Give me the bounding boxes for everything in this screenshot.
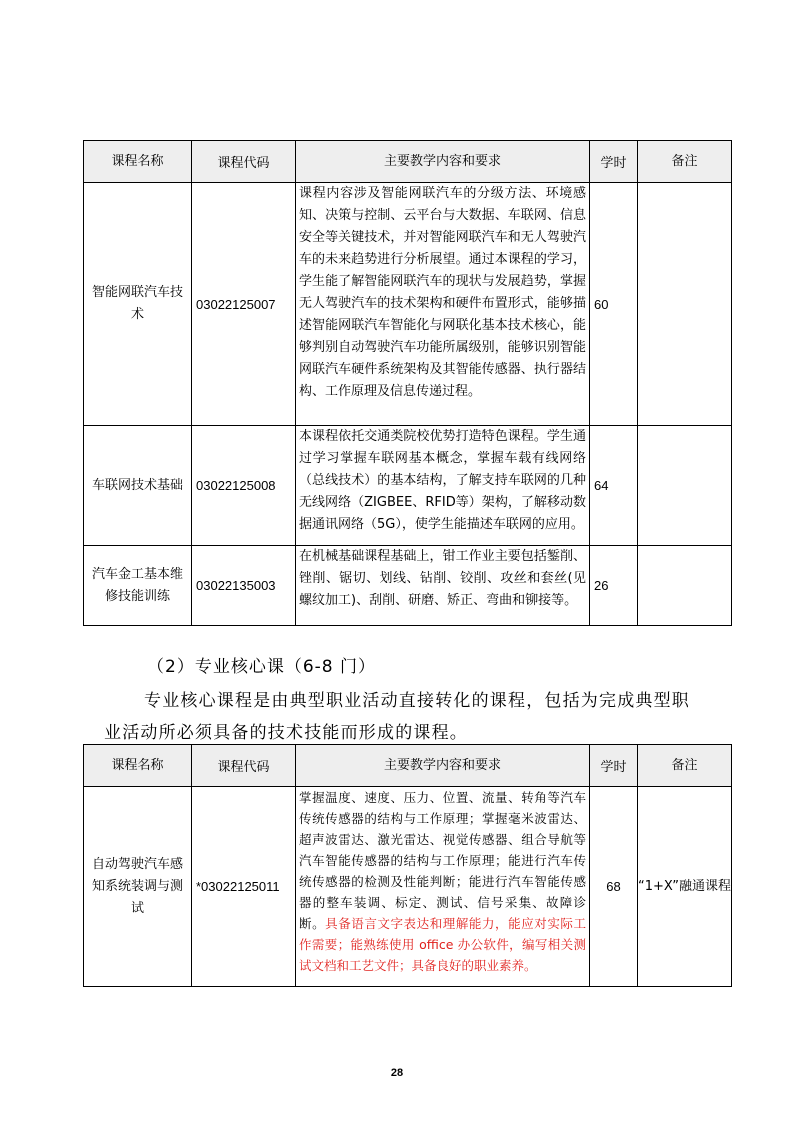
header-note: 备注	[638, 745, 732, 787]
section-paragraph-text: 专业核心课程是由典型职业活动直接转化的课程，包括为完成典型职业活动所必须具备的技术技能而形成的课程。	[104, 691, 690, 743]
header-course-name: 课程名称	[84, 141, 192, 183]
table-row	[84, 546, 732, 626]
course-content: 本课程依托交通类院校优势打造特色课程。学生通过学习掌握车联网基本概念，掌握车载有线网络（总线技术）的基本结构，了解支持车联网的几种无线网络（ZIGBEE、RFID等）架构，了解移动数据通讯网络（5G），使学生能描述车联网的应用。	[296, 426, 590, 546]
course-content: 在机械基础课程基础上，钳工作业主要包括錾削、锉削、锯切、划线、钻削、铰削、攻丝和套丝(见螺纹加工)、刮削、研磨、矫正、弯曲和铆接等。	[296, 546, 590, 626]
course-code: 03022125008	[192, 426, 296, 546]
course-hours: 64	[590, 426, 638, 546]
course-hours: 26	[590, 546, 638, 626]
course-content	[296, 787, 590, 987]
header-note: 备注	[638, 141, 732, 183]
table-row	[84, 426, 732, 546]
section-heading: （2）专业核心课（6-8 门）	[147, 657, 376, 677]
course-name: 自动驾驶汽车感知系统装调与测试	[84, 787, 192, 987]
course-note	[638, 183, 732, 426]
course-table-2	[83, 744, 732, 987]
header-hours: 学时	[590, 141, 638, 183]
header-content: 主要教学内容和要求	[296, 141, 590, 183]
header-hours: 学时	[590, 745, 638, 787]
table-row	[84, 787, 732, 987]
course-note: “1+X”融通课程	[638, 787, 732, 987]
header-course-name: 课程名称	[84, 745, 192, 787]
course-name: 智能网联汽车技术	[84, 183, 192, 426]
course-code: 03022125007	[192, 183, 296, 426]
course-note	[638, 546, 732, 626]
table-header-row	[84, 141, 732, 183]
course-content: 课程内容涉及智能网联汽车的分级方法、环境感知、决策与控制、云平台与大数据、车联网、信息安全等关键技术，并对智能网联汽车和无人驾驶汽车的未来趋势进行分析展望。通过本课程的学习，学生能了解智能网联汽车的现状与发展趋势，掌握无人驾驶汽车的技术架构和硬件布置形式，能够描述智能网联汽车智能化与网联化基本技术核心，能够判别自动驾驶汽车功能所属级别，能够识别智能网联汽车硬件系统架构及其智能传感器、执行器结构、工作原理及信息传递过程。	[296, 183, 590, 426]
course-note	[638, 426, 732, 546]
course-table-1	[83, 140, 732, 626]
course-hours: 68	[590, 787, 638, 987]
table-row	[84, 183, 732, 426]
course-name: 汽车金工基本维修技能训练	[84, 546, 192, 626]
header-course-code: 课程代码	[192, 141, 296, 183]
header-course-code: 课程代码	[192, 745, 296, 787]
course-hours: 60	[590, 183, 638, 426]
course-code: *03022125011	[192, 787, 296, 987]
section-paragraph	[104, 685, 704, 749]
course-content-text: 掌握温度、速度、压力、位置、流量、转角等汽车传统传感器的结构与工作原理；掌握毫米波雷达、超声波雷达、激光雷达、视觉传感器、组合导航等汽车智能传感器的结构与工作原理；能进行汽车传统传感器的检测及性能判断；能进行汽车智能传感器的整车装调、标定、测试、信号采集、故障诊断。	[299, 790, 586, 931]
header-content: 主要教学内容和要求	[296, 745, 590, 787]
page-number: 28	[390, 1067, 404, 1079]
table-header-row	[84, 745, 732, 787]
course-name: 车联网技术基础	[84, 426, 192, 546]
course-code: 03022135003	[192, 546, 296, 626]
course-content-highlight: 具备语言文字表达和理解能力，能应对实际工作需要；能熟练使用 office 办公软件，编写相关测试文档和工艺文件；具备良好的职业素养。	[299, 916, 586, 973]
